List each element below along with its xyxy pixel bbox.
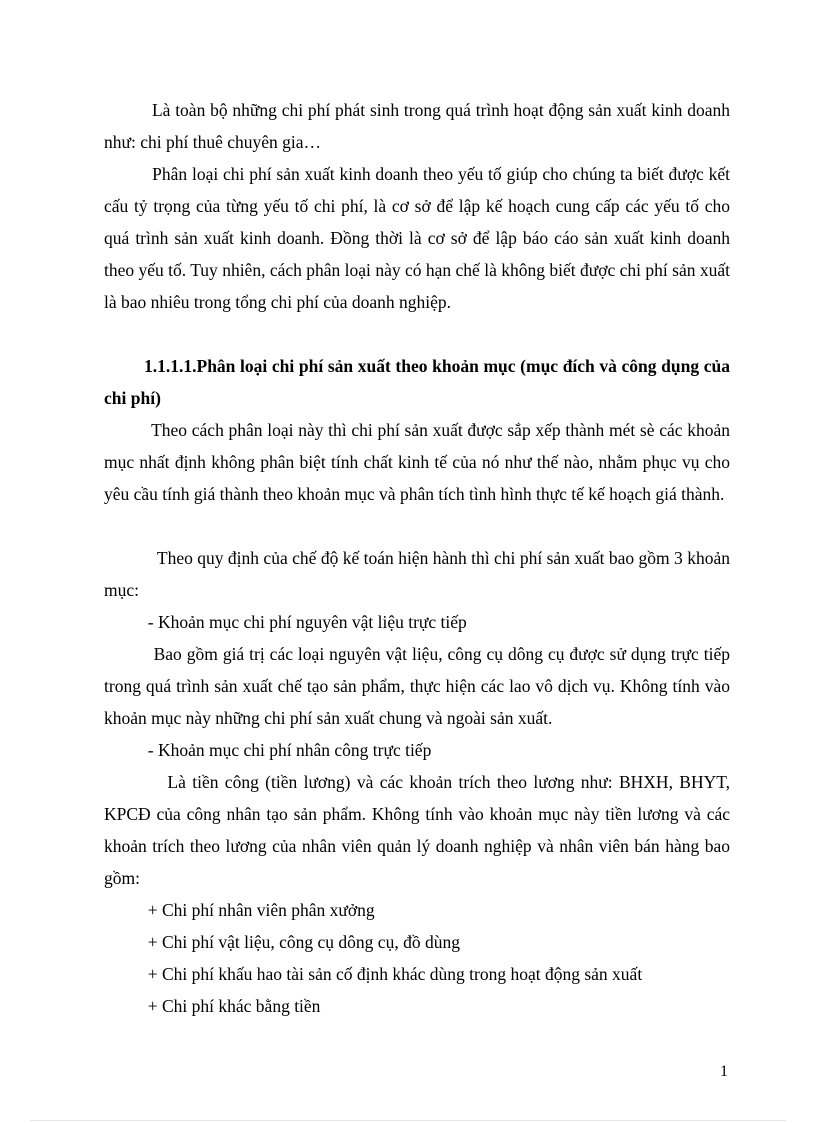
list-item-workshop-staff: + Chi phí nhân viên phân xưởng xyxy=(104,900,375,920)
section-heading xyxy=(104,350,730,414)
paragraph-4: Theo quy định của chế độ kế toán hiện hành thì chi phí sản xuất bao gồm 3 khoản mục: xyxy=(104,548,730,600)
heading-text: Phân loại chi phí sản xuất theo khoản mục (mục đích và công dụng của chi phí) xyxy=(104,356,730,408)
paragraph-1: Là toàn bộ những chi phí phát sinh trong quá trình hoạt động sản xuất kinh doanh như: chi phí thuê chuyên gia… xyxy=(104,100,730,152)
paragraph-6: Là tiền công (tiền lương) và các khoản trích theo lương như: BHXH, BHYT, KPCĐ của công nhân tạo sản phẩm. Không tính vào khoản mục này tiền lương và các khoản trích theo lương của nhân viên quản lý doanh nghiệp và nhân viên bán hàng bao gồm: xyxy=(104,772,730,888)
heading-number: 1.1.1.1. xyxy=(144,356,197,376)
paragraph-5: Bao gồm giá trị các loại nguyên vật liệu, công cụ dông cụ được sử dụng trực tiếp trong quá trình sản xuất chế tạo sản phẩm, thực hiện các lao vô dịch vụ. Không tính vào khoản mục này những chi phí sản xuất chung và ngoài sản xuất. xyxy=(104,644,730,728)
list-item-direct-labor: - Khoản mục chi phí nhân công trực tiếp xyxy=(104,740,432,760)
paragraph-3: Theo cách phân loại này thì chi phí sản xuất được sắp xếp thành mét sè các khoản mục nhất định không phân biệt tính chất kinh tế của nó như thế nào, nhằm phục vụ cho yêu cầu tính giá thành theo khoản mục và phân tích tình hình thực tế kế hoạch giá thành. xyxy=(104,420,730,504)
paragraph-2: Phân loại chi phí sản xuất kinh doanh theo yếu tố giúp cho chúng ta biết được kết cấu tỷ trọng của từng yếu tố chi phí, là cơ sở để lập kế hoạch cung cấp các yếu tố cho quá trình sản xuất kinh doanh. Đồng thời là cơ sở để lập báo cáo sản xuất kinh doanh theo yếu tố. Tuy nhiên, cách phân loại này có hạn chế là không biết được chi phí sản xuất là bao nhiêu trong tổng chi phí của doanh nghiệp. xyxy=(104,164,730,312)
list-item-other-cash: + Chi phí khác bằng tiền xyxy=(104,996,321,1016)
page-bottom-divider xyxy=(30,1120,786,1121)
list-item-materials-tools: + Chi phí vật liệu, công cụ dông cụ, đồ dùng xyxy=(104,932,460,952)
list-item-depreciation: + Chi phí khấu hao tài sản cố định khác dùng trong hoạt động sản xuất xyxy=(104,964,643,984)
page-number: 1 xyxy=(720,1063,728,1080)
list-item-direct-materials: - Khoản mục chi phí nguyên vật liệu trực tiếp xyxy=(104,612,467,632)
